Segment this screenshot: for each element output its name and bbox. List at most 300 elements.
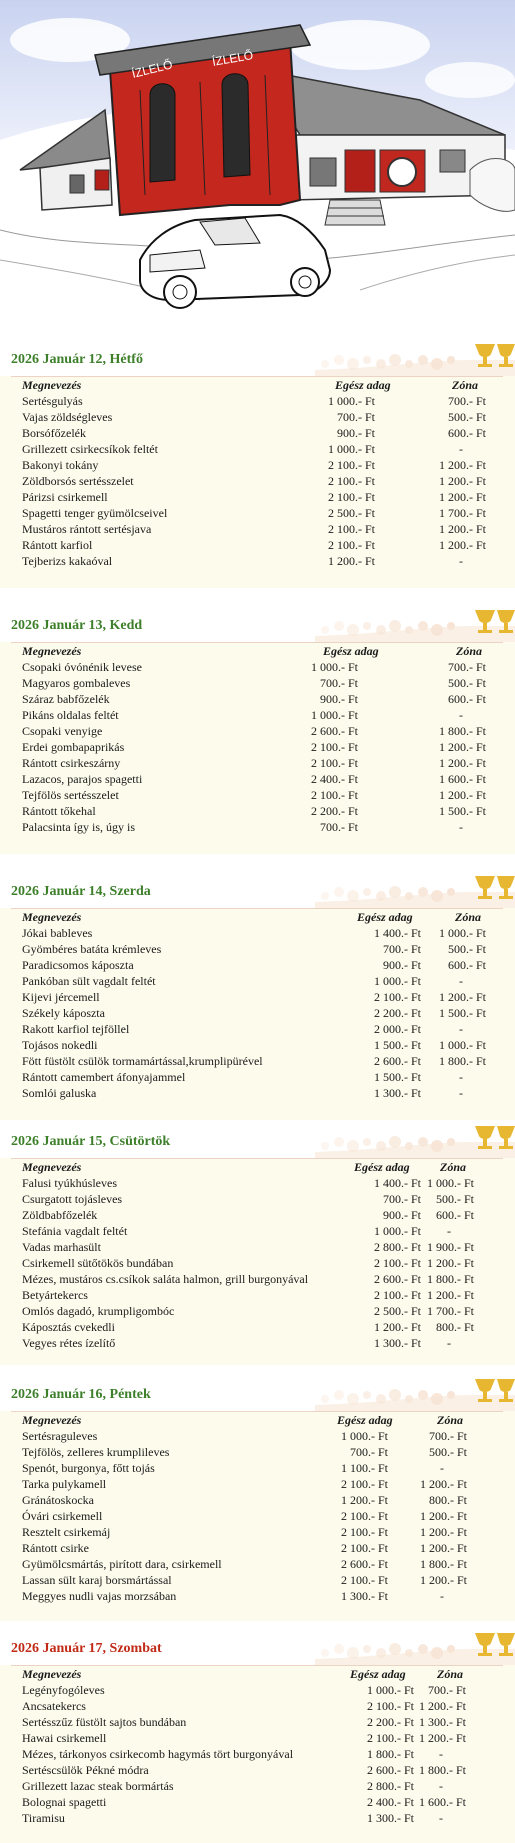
day-menu bbox=[0, 1627, 515, 1843]
header-zone-portion: Zóna bbox=[437, 1667, 464, 1681]
dish-name: Hawai csirkemell bbox=[22, 1731, 107, 1745]
full-portion-price: 2 100.- Ft bbox=[340, 1541, 388, 1555]
zone-portion-price: 500.- Ft bbox=[435, 1192, 474, 1206]
day-menu bbox=[0, 604, 515, 854]
full-portion-price: 2 800.- Ft bbox=[373, 1240, 421, 1254]
menu-item-row bbox=[0, 1714, 515, 1730]
full-portion-price: 1 000.- Ft bbox=[327, 442, 375, 456]
zone-portion-price: - bbox=[459, 1070, 463, 1084]
zone-portion-price: 1 200.- Ft bbox=[426, 1288, 474, 1302]
decorative-border bbox=[315, 340, 515, 376]
zone-portion-price: 1 200.- Ft bbox=[438, 538, 486, 552]
menu-item-row bbox=[0, 393, 515, 409]
full-portion-price: 2 600.- Ft bbox=[373, 1054, 421, 1068]
menu-item-row bbox=[0, 1085, 515, 1101]
zone-portion-price: 1 200.- Ft bbox=[426, 1256, 474, 1270]
dish-name: Spenót, burgonya, főtt tojás bbox=[22, 1461, 155, 1475]
dish-name: Tejfölös, zelleres krumplileves bbox=[22, 1445, 170, 1459]
full-portion-price: 2 600.- Ft bbox=[366, 1763, 414, 1777]
decorative-border bbox=[315, 1375, 515, 1411]
menu-item-row bbox=[0, 739, 515, 755]
full-portion-price: 2 200.- Ft bbox=[366, 1715, 414, 1729]
dish-name: Csirkemell sütőtökös bundában bbox=[22, 1256, 174, 1270]
dish-name: Bolognai spagetti bbox=[22, 1795, 107, 1809]
full-portion-price: 1 000.- Ft bbox=[373, 1224, 421, 1238]
zone-portion-price: 1 200.- Ft bbox=[419, 1525, 467, 1539]
dish-name: Spagetti tenger gyümölcseivel bbox=[22, 506, 168, 520]
full-portion-price: 2 400.- Ft bbox=[366, 1795, 414, 1809]
day-header bbox=[0, 604, 515, 642]
menu-item-row bbox=[0, 1730, 515, 1746]
menu-item-row bbox=[0, 1682, 515, 1698]
full-portion-price: 2 200.- Ft bbox=[373, 1006, 421, 1020]
zone-portion-price: 700.- Ft bbox=[447, 394, 486, 408]
zone-portion-price: 600.- Ft bbox=[435, 1208, 474, 1222]
menu-item-row bbox=[0, 1053, 515, 1069]
full-portion-price: 1 300.- Ft bbox=[373, 1336, 421, 1350]
dish-name: Pikáns oldalas feltét bbox=[22, 708, 119, 722]
dish-name: Betyártekercs bbox=[22, 1288, 88, 1302]
menu-item-row bbox=[0, 441, 515, 457]
day-date-title: 2026 Január 15, Csütörtök bbox=[11, 1134, 171, 1149]
menu-item-row bbox=[0, 1271, 515, 1287]
menu-item-row bbox=[0, 1069, 515, 1085]
menu-item-row bbox=[0, 1239, 515, 1255]
dish-name: Falusi tyúkhúsleves bbox=[22, 1176, 117, 1190]
full-portion-price: 1 000.- Ft bbox=[366, 1683, 414, 1697]
menu-item-row bbox=[0, 1524, 515, 1540]
menu-item-row bbox=[0, 723, 515, 739]
full-portion-price: 1 000.- Ft bbox=[310, 708, 358, 722]
dish-name: Erdei gombapaprikás bbox=[22, 740, 125, 754]
full-portion-price: 1 300.- Ft bbox=[373, 1086, 421, 1100]
decorative-border bbox=[315, 606, 515, 642]
menu-item-row bbox=[0, 1778, 515, 1794]
zone-portion-price: 600.- Ft bbox=[447, 958, 486, 972]
zone-portion-price: 1 200.- Ft bbox=[438, 522, 486, 536]
day-header bbox=[0, 1627, 515, 1665]
full-portion-price: 700.- Ft bbox=[349, 1445, 388, 1459]
header-full-portion: Egész adag bbox=[335, 378, 391, 392]
zone-portion-price: 1 200.- Ft bbox=[438, 474, 486, 488]
menu-item-row bbox=[0, 675, 515, 691]
restaurant-illustration bbox=[0, 0, 515, 318]
menu-item-row bbox=[0, 1556, 515, 1572]
menu-item-row bbox=[0, 1428, 515, 1444]
dish-name: Resztelt csirkemáj bbox=[22, 1525, 111, 1539]
zone-portion-price: 1 200.- Ft bbox=[419, 1477, 467, 1491]
dish-name: Mustáros rántott sertésjava bbox=[22, 522, 152, 536]
car-sketch bbox=[140, 215, 330, 308]
zone-portion-price: - bbox=[459, 974, 463, 988]
full-portion-price: 2 200.- Ft bbox=[310, 804, 358, 818]
dish-name: Csopaki óvónénik levese bbox=[22, 660, 142, 674]
full-portion-price: 1 000.- Ft bbox=[310, 660, 358, 674]
menu-item-row bbox=[0, 1021, 515, 1037]
decorative-border bbox=[315, 1629, 515, 1665]
dish-name: Székely káposzta bbox=[22, 1006, 105, 1020]
full-portion-price: 1 200.- Ft bbox=[340, 1493, 388, 1507]
zone-portion-price: - bbox=[459, 442, 463, 456]
day-menu bbox=[0, 338, 515, 588]
menu-item-row bbox=[0, 819, 515, 835]
dish-name: Fött füstölt csülök tormamártással,krumplipürével bbox=[22, 1054, 263, 1068]
menu-item-row bbox=[0, 473, 515, 489]
full-portion-price: 900.- Ft bbox=[382, 1208, 421, 1222]
full-portion-price: 2 100.- Ft bbox=[340, 1477, 388, 1491]
zone-portion-price: - bbox=[440, 1461, 444, 1475]
zone-portion-price: 1 800.- Ft bbox=[419, 1557, 467, 1571]
dish-name: Omlós dagadó, krumpligombóc bbox=[22, 1304, 175, 1318]
zone-portion-price: 500.- Ft bbox=[447, 410, 486, 424]
building-drawing bbox=[0, 0, 515, 318]
zone-portion-price: 1 300.- Ft bbox=[418, 1715, 466, 1729]
dish-name: Zöldbabfőzelék bbox=[22, 1208, 98, 1222]
menu-item-row bbox=[0, 755, 515, 771]
dish-name: Vegyes rétes ízelítő bbox=[22, 1336, 116, 1350]
dish-name: Sertésszűz füstölt sajtos bundában bbox=[22, 1715, 187, 1729]
column-headers bbox=[0, 909, 515, 925]
dish-name: Gyömbéres batáta krémleves bbox=[22, 942, 162, 956]
dish-name: Tiramisu bbox=[22, 1811, 65, 1825]
full-portion-price: 1 300.- Ft bbox=[366, 1811, 414, 1825]
zone-portion-price: - bbox=[459, 1022, 463, 1036]
day-menu bbox=[0, 870, 515, 1120]
menu-item-row bbox=[0, 1572, 515, 1588]
dish-name: Zöldborsós sertésszelet bbox=[22, 474, 134, 488]
menu-item-row bbox=[0, 957, 515, 973]
zone-portion-price: 1 200.- Ft bbox=[418, 1731, 466, 1745]
day-date-title: 2026 Január 13, Kedd bbox=[11, 618, 143, 633]
header-full-portion: Egész adag bbox=[357, 910, 413, 924]
menu-item-row bbox=[0, 425, 515, 441]
full-portion-price: 700.- Ft bbox=[319, 820, 358, 834]
zone-portion-price: 1 200.- Ft bbox=[438, 990, 486, 1004]
full-portion-price: 1 500.- Ft bbox=[373, 1038, 421, 1052]
dish-name: Palacsinta így is, úgy is bbox=[22, 820, 135, 834]
full-portion-price: 1 200.- Ft bbox=[373, 1320, 421, 1334]
menu-item-row bbox=[0, 553, 515, 569]
header-name: Megnevezés bbox=[22, 1160, 82, 1174]
column-headers bbox=[0, 1412, 515, 1428]
menu-item-row bbox=[0, 1492, 515, 1508]
full-portion-price: 2 100.- Ft bbox=[340, 1573, 388, 1587]
full-portion-price: 900.- Ft bbox=[319, 692, 358, 706]
menu-item-row bbox=[0, 659, 515, 675]
menu-item-row bbox=[0, 1444, 515, 1460]
zone-portion-price: 1 200.- Ft bbox=[438, 490, 486, 504]
day-date-title: 2026 Január 17, Szombat bbox=[11, 1641, 162, 1656]
menu-item-row bbox=[0, 1207, 515, 1223]
full-portion-price: 1 000.- Ft bbox=[340, 1429, 388, 1443]
full-portion-price: 1 200.- Ft bbox=[327, 554, 375, 568]
dish-name: Tejfölös sertésszelet bbox=[22, 788, 119, 802]
full-portion-price: 2 100.- Ft bbox=[310, 756, 358, 770]
zone-portion-price: 800.- Ft bbox=[435, 1320, 474, 1334]
menu-item-row bbox=[0, 941, 515, 957]
column-headers bbox=[0, 377, 515, 393]
full-portion-price: 2 400.- Ft bbox=[310, 772, 358, 786]
dish-name: Tojásos nokedli bbox=[22, 1038, 98, 1052]
column-headers bbox=[0, 1159, 515, 1175]
zone-portion-price: 1 000.- Ft bbox=[426, 1176, 474, 1190]
menu-item-row bbox=[0, 1319, 515, 1335]
menu-item-row bbox=[0, 1005, 515, 1021]
full-portion-price: 2 600.- Ft bbox=[310, 724, 358, 738]
full-portion-price: 2 100.- Ft bbox=[327, 538, 375, 552]
zone-portion-price: 1 200.- Ft bbox=[419, 1509, 467, 1523]
full-portion-price: 2 600.- Ft bbox=[373, 1272, 421, 1286]
menu-item-row bbox=[0, 1476, 515, 1492]
header-full-portion: Egész adag bbox=[354, 1160, 410, 1174]
header-full-portion: Egész adag bbox=[350, 1667, 406, 1681]
full-portion-price: 2 000.- Ft bbox=[373, 1022, 421, 1036]
header-name: Megnevezés bbox=[22, 910, 82, 924]
day-date-title: 2026 Január 14, Szerda bbox=[11, 884, 151, 899]
zone-portion-price: 1 700.- Ft bbox=[438, 506, 486, 520]
zone-portion-price: 1 500.- Ft bbox=[438, 804, 486, 818]
zone-portion-price: 1 200.- Ft bbox=[419, 1541, 467, 1555]
zone-portion-price: 1 000.- Ft bbox=[438, 1038, 486, 1052]
dish-name: Rántott camembert áfonyajammel bbox=[22, 1070, 186, 1084]
dish-name: Mézes, mustáros cs.csíkok saláta halmon, grill burgonyával bbox=[22, 1272, 309, 1286]
zone-portion-price: - bbox=[447, 1336, 451, 1350]
zone-portion-price: - bbox=[459, 708, 463, 722]
menu-item-row bbox=[0, 457, 515, 473]
full-portion-price: 1 100.- Ft bbox=[340, 1461, 388, 1475]
full-portion-price: 2 600.- Ft bbox=[340, 1557, 388, 1571]
dish-name: Sertésgulyás bbox=[22, 394, 83, 408]
dish-name: Legényfogóleves bbox=[22, 1683, 105, 1697]
dish-name: Csurgatott tojásleves bbox=[22, 1192, 123, 1206]
menu-item-row bbox=[0, 787, 515, 803]
menu-item-row bbox=[0, 803, 515, 819]
header-name: Megnevezés bbox=[22, 1667, 82, 1681]
dish-name: Vadas marhasült bbox=[22, 1240, 101, 1254]
menu-item-row bbox=[0, 1223, 515, 1239]
menu-item-row bbox=[0, 707, 515, 723]
zone-portion-price: 700.- Ft bbox=[428, 1429, 467, 1443]
zone-portion-price: 1 800.- Ft bbox=[426, 1272, 474, 1286]
menu-item-row bbox=[0, 505, 515, 521]
menu-item-row bbox=[0, 1335, 515, 1351]
zone-portion-price: - bbox=[440, 1589, 444, 1603]
full-portion-price: 1 400.- Ft bbox=[373, 926, 421, 940]
decorative-border bbox=[315, 872, 515, 908]
dish-name: Ancsatekercs bbox=[22, 1699, 86, 1713]
full-portion-price: 2 100.- Ft bbox=[340, 1509, 388, 1523]
header-name: Megnevezés bbox=[22, 644, 82, 658]
menu-item-row bbox=[0, 1698, 515, 1714]
day-header bbox=[0, 1120, 515, 1158]
full-portion-price: 2 100.- Ft bbox=[310, 788, 358, 802]
dish-name: Sertésraguleves bbox=[22, 1429, 98, 1443]
zone-portion-price: 500.- Ft bbox=[428, 1445, 467, 1459]
menu-item-row bbox=[0, 1794, 515, 1810]
sign-left: ÍZLELŐ bbox=[130, 57, 174, 81]
day-menu bbox=[0, 1120, 515, 1365]
zone-portion-price: 1 000.- Ft bbox=[438, 926, 486, 940]
full-portion-price: 700.- Ft bbox=[382, 1192, 421, 1206]
dish-name: Gyümölcsmártás, pirított dara, csirkemell bbox=[22, 1557, 222, 1571]
menu-item-row bbox=[0, 1810, 515, 1826]
zone-portion-price: 1 200.- Ft bbox=[418, 1699, 466, 1713]
zone-portion-price: 1 600.- Ft bbox=[418, 1795, 466, 1809]
dish-name: Óvári csirkemell bbox=[22, 1509, 103, 1523]
full-portion-price: 1 300.- Ft bbox=[340, 1589, 388, 1603]
dish-name: Grillezett csirkecsíkok feltét bbox=[22, 442, 158, 456]
zone-portion-price: 1 900.- Ft bbox=[426, 1240, 474, 1254]
day-menu bbox=[0, 1373, 515, 1621]
zone-portion-price: 700.- Ft bbox=[447, 660, 486, 674]
header-zone-portion: Zóna bbox=[452, 378, 479, 392]
dish-name: Bakonyi tokány bbox=[22, 458, 99, 472]
full-portion-price: 2 100.- Ft bbox=[327, 522, 375, 536]
full-portion-price: 2 100.- Ft bbox=[327, 458, 375, 472]
day-header bbox=[0, 870, 515, 908]
dish-name: Rántott tőkehal bbox=[22, 804, 96, 818]
zone-portion-price: 1 200.- Ft bbox=[438, 458, 486, 472]
dish-name: Rántott karfiol bbox=[22, 538, 93, 552]
menu-item-row bbox=[0, 989, 515, 1005]
dish-name: Borsófőzelék bbox=[22, 426, 86, 440]
menu-item-row bbox=[0, 521, 515, 537]
menu-item-row bbox=[0, 1255, 515, 1271]
zone-portion-price: - bbox=[439, 1747, 443, 1761]
full-portion-price: 2 100.- Ft bbox=[373, 990, 421, 1004]
full-portion-price: 700.- Ft bbox=[319, 676, 358, 690]
dish-name: Párizsi csirkemell bbox=[22, 490, 108, 504]
zone-portion-price: 1 200.- Ft bbox=[438, 756, 486, 770]
decorative-border bbox=[315, 1122, 515, 1158]
zone-portion-price: 1 600.- Ft bbox=[438, 772, 486, 786]
zone-portion-price: 1 800.- Ft bbox=[418, 1763, 466, 1777]
dish-name: Grillezett lazac steak bormártás bbox=[22, 1779, 174, 1793]
cloud bbox=[425, 62, 515, 98]
dish-name: Paradicsomos káposzta bbox=[22, 958, 134, 972]
menu-item-row bbox=[0, 691, 515, 707]
full-portion-price: 1 800.- Ft bbox=[366, 1747, 414, 1761]
zone-portion-price: 1 800.- Ft bbox=[438, 1054, 486, 1068]
header-zone-portion: Zóna bbox=[440, 1160, 467, 1174]
menu-item-row bbox=[0, 1303, 515, 1319]
menu-item-row bbox=[0, 489, 515, 505]
day-date-title: 2026 Január 16, Péntek bbox=[11, 1387, 151, 1402]
full-portion-price: 1 500.- Ft bbox=[373, 1070, 421, 1084]
menu-item-row bbox=[0, 771, 515, 787]
cloud bbox=[290, 20, 430, 70]
dish-name: Gránátoskocka bbox=[22, 1493, 94, 1507]
full-portion-price: 1 000.- Ft bbox=[327, 394, 375, 408]
sign-right: ÍZLELŐ bbox=[211, 47, 255, 69]
menu-item-row bbox=[0, 1191, 515, 1207]
menu-item-row bbox=[0, 973, 515, 989]
menu-item-row bbox=[0, 925, 515, 941]
menu-item-row bbox=[0, 409, 515, 425]
header-full-portion: Egész adag bbox=[337, 1413, 393, 1427]
menu-item-row bbox=[0, 1588, 515, 1604]
menu-item-row bbox=[0, 1287, 515, 1303]
full-portion-price: 2 100.- Ft bbox=[310, 740, 358, 754]
full-portion-price: 2 100.- Ft bbox=[366, 1699, 414, 1713]
dish-name: Rántott csirke bbox=[22, 1541, 89, 1555]
menu-item-row bbox=[0, 537, 515, 553]
zone-portion-price: 1 800.- Ft bbox=[438, 724, 486, 738]
zone-portion-price: 1 200.- Ft bbox=[438, 788, 486, 802]
zone-portion-price: 1 200.- Ft bbox=[438, 740, 486, 754]
full-portion-price: 2 100.- Ft bbox=[373, 1288, 421, 1302]
full-portion-price: 2 100.- Ft bbox=[340, 1525, 388, 1539]
dish-name: Jókai bableves bbox=[22, 926, 93, 940]
full-portion-price: 2 500.- Ft bbox=[327, 506, 375, 520]
zone-portion-price: - bbox=[447, 1224, 451, 1238]
header-zone-portion: Zóna bbox=[455, 910, 482, 924]
zone-portion-price: 600.- Ft bbox=[447, 426, 486, 440]
day-date-title: 2026 Január 12, Hétfő bbox=[11, 352, 143, 367]
column-headers bbox=[0, 1666, 515, 1682]
dish-name: Mézes, tárkonyos csirkecomb hagymás tört burgonyával bbox=[22, 1747, 294, 1761]
zone-portion-price: 500.- Ft bbox=[447, 676, 486, 690]
dish-name: Meggyes nudli vajas morzsában bbox=[22, 1589, 177, 1603]
zone-portion-price: 1 500.- Ft bbox=[438, 1006, 486, 1020]
zone-portion-price: 1 200.- Ft bbox=[419, 1573, 467, 1587]
zone-portion-price: - bbox=[459, 554, 463, 568]
full-portion-price: 1 000.- Ft bbox=[373, 974, 421, 988]
dish-name: Magyaros gombaleves bbox=[22, 676, 131, 690]
dish-name: Rakott karfiol tejföllel bbox=[22, 1022, 130, 1036]
zone-portion-price: 800.- Ft bbox=[428, 1493, 467, 1507]
dish-name: Tarka pulykamell bbox=[22, 1477, 107, 1491]
menu-item-row bbox=[0, 1175, 515, 1191]
header-name: Megnevezés bbox=[22, 1413, 82, 1427]
dish-name: Stefánia vagdalt feltét bbox=[22, 1224, 128, 1238]
zone-portion-price: - bbox=[439, 1811, 443, 1825]
day-header bbox=[0, 338, 515, 376]
full-portion-price: 900.- Ft bbox=[382, 958, 421, 972]
dish-name: Tejberizs kakaóval bbox=[22, 554, 113, 568]
header-zone-portion: Zóna bbox=[437, 1413, 464, 1427]
full-portion-price: 700.- Ft bbox=[336, 410, 375, 424]
full-portion-price: 1 400.- Ft bbox=[373, 1176, 421, 1190]
full-portion-price: 700.- Ft bbox=[382, 942, 421, 956]
dish-name: Csopaki venyige bbox=[22, 724, 103, 738]
full-portion-price: 2 100.- Ft bbox=[366, 1731, 414, 1745]
full-portion-price: 2 500.- Ft bbox=[373, 1304, 421, 1318]
header-zone-portion: Zóna bbox=[456, 644, 483, 658]
dish-name: Pankóban sült vagdalt feltét bbox=[22, 974, 156, 988]
dish-name: Vajas zöldségleves bbox=[22, 410, 113, 424]
dish-name: Lassan sült karaj borsmártással bbox=[22, 1573, 172, 1587]
day-header bbox=[0, 1373, 515, 1411]
menu-item-row bbox=[0, 1540, 515, 1556]
column-headers bbox=[0, 643, 515, 659]
zone-portion-price: - bbox=[459, 1086, 463, 1100]
full-portion-price: 900.- Ft bbox=[336, 426, 375, 440]
zone-portion-price: - bbox=[439, 1779, 443, 1793]
zone-portion-price: - bbox=[459, 820, 463, 834]
menu-item-row bbox=[0, 1508, 515, 1524]
header-full-portion: Egész adag bbox=[323, 644, 379, 658]
full-portion-price: 2 100.- Ft bbox=[327, 474, 375, 488]
dish-name: Somlói galuska bbox=[22, 1086, 97, 1100]
menu-item-row bbox=[0, 1746, 515, 1762]
menu-item-row bbox=[0, 1037, 515, 1053]
header-name: Megnevezés bbox=[22, 378, 82, 392]
menu-item-row bbox=[0, 1762, 515, 1778]
dish-name: Káposztás cvekedli bbox=[22, 1320, 115, 1334]
zone-portion-price: 500.- Ft bbox=[447, 942, 486, 956]
dish-name: Kijevi jércemell bbox=[22, 990, 100, 1004]
